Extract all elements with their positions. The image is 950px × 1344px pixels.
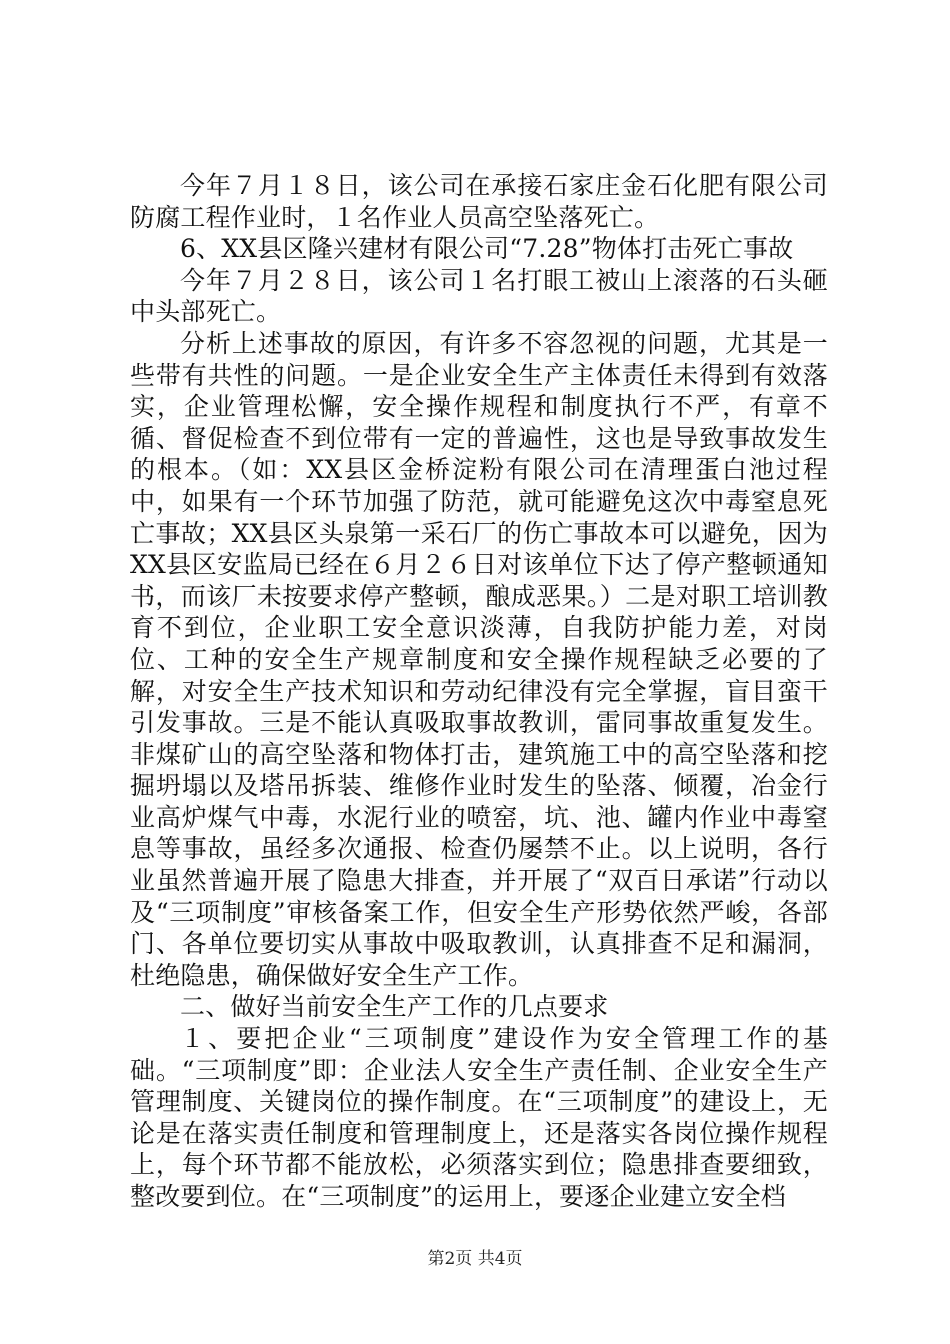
paragraph-cause-analysis: 分析上述事故的原因，有许多不容忽视的问题，尤其是一些带有共性的问题。一是企业安全生产主体责任未得到有效落实，企业管理松懈，安全操作规程和制度执行不严，有章不循、督促检查不到位带有一定的普遍性，这也是导致事故发生的根本。（如：XX县区金桥淀粉有限公司在清理蛋白池过程中，如果有一个环节加强了防范，就可能避免这次中毒窒息死亡事故；XX县区头泉第一采石厂的伤亡事故本可以避免，因为XX县区安监局已经在６月２６日对该单位下达了停产整顿通知书，而该厂未按要求停产整顿，酿成恶果。）二是对职工培训教育不到位，企业职工安全意识淡薄，自我防护能力差，对岗位、工种的安全生产规章制度和安全操作规程缺乏必要的了解，对安全生产技术知识和劳动纪律没有完全掌握，盲目蛮干引发事故。三是不能认真吸取事故教训，雷同事故重复发生。非煤矿山的高空坠落和物体打击，建筑施工中的高空坠落和挖掘坍塌以及塔吊拆装、维修作业时发生的坠落、倾覆，冶金行业高炉煤气中毒，水泥行业的喷窑，坑、池、罐内作业中毒窒息等事故，虽经多次通报、检查仍屡禁不止。以上说明，各行业虽然普遍开展了隐患大排查，并开展了“双百日承诺”行动以及“三项制度”审核备案工作，但安全生产形势依然严峻，各部门、各单位要切实从事故中吸取教训，认真排查不足和漏洞，杜绝隐患，确保做好安全生产工作。 [130,328,828,990]
paragraph-accident-6-detail: 今年７月２８日，该公司１名打眼工被山上滚落的石头砸中头部死亡。 [130,265,828,327]
paragraph-accident-5-detail: 今年７月１８日，该公司在承接石家庄金石化肥有限公司防腐工程作业时，１名作业人员高空坠落死亡。 [130,171,828,232]
document-body [130,170,828,1213]
paragraph-accident-6-heading: 6、XX县区隆兴建材有限公司“7.28”物体打击死亡事故 [180,234,794,264]
section-heading-requirements: 二、做好当前安全生产工作的几点要求 [180,992,609,1022]
paragraph-requirement-1: １、要把企业“三项制度”建设作为安全管理工作的基础。“三项制度”即：企业法人安全生产责任制、企业安全生产管理制度、关键岗位的操作制度。在“三项制度”的建设上，无论是在落实责任制度和管理制度上，还是落实各岗位操作规程上，每个环节都不能放松，必须落实到位；隐患排查要细致，整改要到位。在“三项制度”的运用上，要逐企业建立安全档 [130,1024,828,1211]
page-number-footer: 第2页 共4页 [427,1249,523,1269]
